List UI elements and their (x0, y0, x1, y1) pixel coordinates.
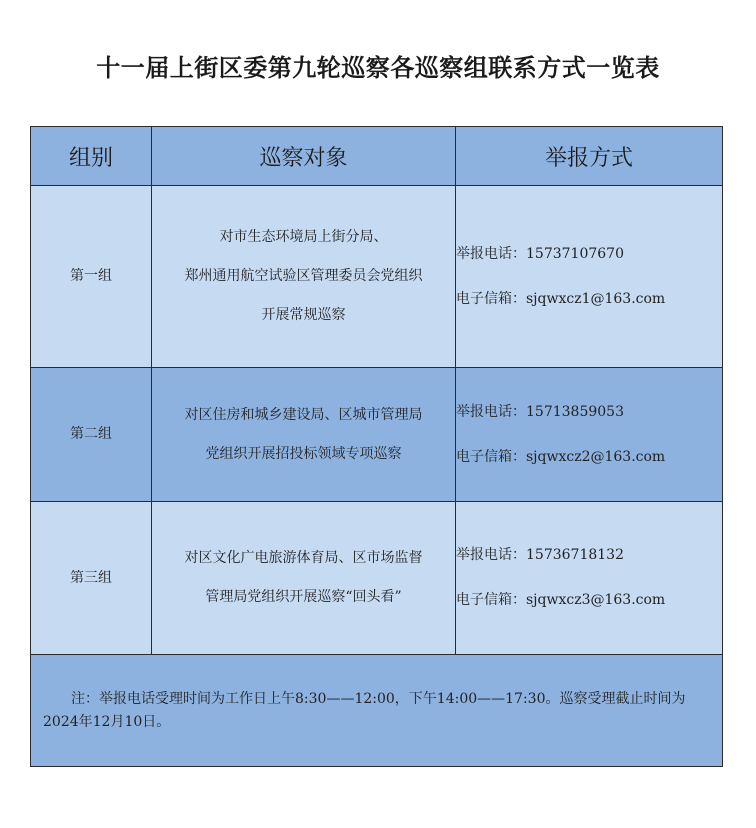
report-email: 电子信箱：sjqwxcz3@163.com (456, 592, 666, 608)
target-line: 对市生态环境局上街分局、 (219, 229, 388, 246)
header-group: 组别 (31, 127, 152, 186)
table-row (31, 502, 723, 655)
target-cell (152, 502, 456, 655)
report-email: 电子信箱：sjqwxcz2@163.com (456, 448, 666, 465)
note-row (31, 655, 723, 767)
target-cell (152, 368, 456, 502)
target-line: 开展常规巡察 (261, 306, 346, 323)
target-line: 党组织开展招投标领域专项巡察 (205, 445, 402, 462)
table-header-row (31, 127, 723, 186)
table-row (31, 186, 723, 368)
target-line: 管理局党组织开展巡察“回头看” (205, 589, 402, 605)
method-cell (456, 502, 723, 655)
target-line: 郑州通用航空试验区管理委员会党组织 (184, 268, 423, 285)
target-line: 对区文化广电旅游体育局、区市场监督 (184, 550, 423, 567)
report-phone: 举报电话：15736718132 (456, 547, 624, 564)
report-phone: 举报电话：15737107670 (456, 245, 624, 262)
table-row (31, 368, 723, 502)
report-email: 电子信箱：sjqwxcz1@163.com (456, 290, 666, 307)
page-title: 十一届上街区委第九轮巡察各巡察组联系方式一览表 (96, 54, 660, 82)
header-method: 举报方式 (456, 127, 723, 186)
contact-table (30, 126, 723, 767)
method-cell (456, 186, 723, 368)
group-cell: 第三组 (31, 502, 152, 655)
target-cell (152, 186, 456, 368)
group-cell: 第一组 (31, 186, 152, 368)
note-text: 注：举报电话受理时间为工作日上午8:30——12:00，下午14:00——17:30。巡察受理截止时间为2024年12月10日。 (43, 690, 686, 730)
target-line: 对区住房和城乡建设局、区城市管理局 (184, 406, 423, 423)
group-cell: 第二组 (31, 368, 152, 502)
report-phone: 举报电话：15713859053 (456, 403, 624, 420)
note-cell (31, 655, 723, 767)
method-cell (456, 368, 723, 502)
header-target: 巡察对象 (152, 127, 456, 186)
